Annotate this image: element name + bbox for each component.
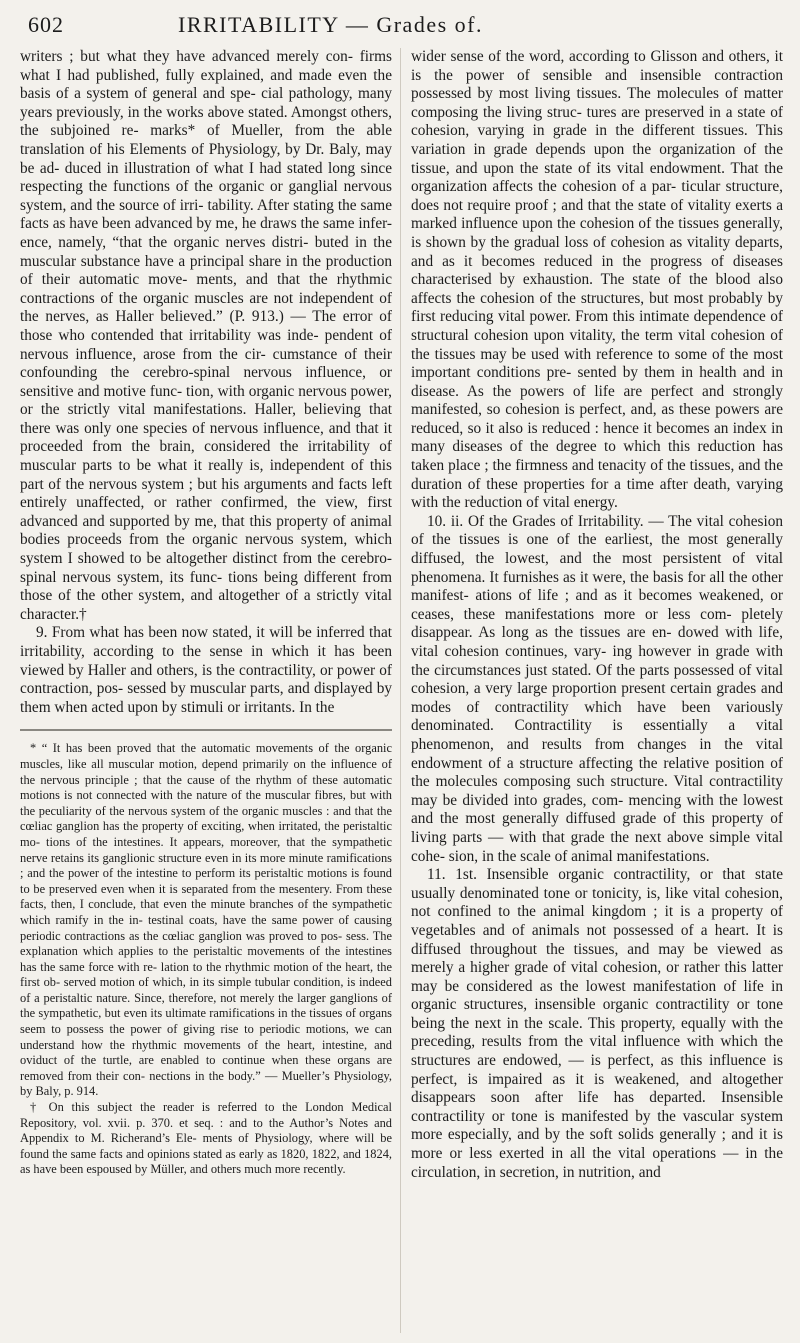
body-paragraph: 10. ii. Of the Grades of Irritability. — The vital cohesion of the tissues is one of the earliest, the most generally diffused, the lowest, and the most persistent of vital phenomena. It furnishes as it were, the basis for all the other manifest- ations of life ; and as it becomes weakened, or ceases, these manifestations more or less com- pletely disappear. As long as the tissues are en- dowed with life, vital cohesion continues, vary- ing however in grade with the circumstances just stated. Of the parts possessed of vital cohesion, a very large proportion present certain grades and modes of contractility which have been variously denominated. Contractility is essentially a vital phenomenon, and results from changes in the vital endowment of a structure affecting the relative position of the molecules composing such structure. Vital contractility may be divided into grades, com- mencing with the lowest and the most generally diffused grade of this property of living parts — with that grade the next above simple vital cohe- sion, in the scale of animal manifestations. [411, 512, 783, 865]
footnotes [20, 741, 392, 1178]
body-paragraph: wider sense of the word, according to Glisson and others, it is the power of sensible and insensible contraction possessed by most living tissues. The molecules of matter composing the living struc- tures are preserved in a state of cohesion, varying in grade in the different tissues. This variation in grade depends upon the organization of the tissue, and upon the state of its vital endowment. That the organization affects the cohesion of a par- ticular structure, does not require proof ; and that the state of vitality exerts a marked influence upon the cohesion of the tissues generally, is shown by the gradual loss of cohesion as vitality departs, and as it becomes reduced in the progress of diseases characterised by exhaustion. The state of the blood also affects the cohesion of the structures, but most probably by first reducing vital power. From this intimate dependence of structural cohesion upon vitality, the term vital cohesion of the tissues may be used with reference to some of the most important conditions pre- sented by them in health and in disease. As the powers of life are perfect and strongly manifested, so cohesion is perfect, and, as these powers are reduced, so it also is reduced : hence it becomes an index in many diseases of the degree to which this reduction has taken place ; the firmness and tenacity of the tissues, and the duration of these properties for a time after death, varying with the reduction of vital energy. [411, 48, 783, 512]
body-paragraph: 9. From what has been now stated, it will be inferred that irritability, according to the sense in which it has been viewed by Haller and others, is the contractility, or power of contraction, pos- sessed by muscular parts, and displayed by them when acted upon by stimuli or irritants. In the [20, 624, 392, 716]
page-number: 602 [28, 12, 64, 37]
right-column [411, 48, 783, 1182]
body-paragraph: writers ; but what they have advanced merely con- firms what I had published, fully explained, and made even the basis of a system of general and spe- cial pathology, many years previously, in the works above stated. Amongst others, the subjoined re- marks* of Mueller, from the able translation of his Elements of Physiology, by Dr. Baly, may be ad- duced in illustration of what I had stated long since respecting the functions of the organic or ganglial nervous system, and the source of irri- tability. After stating the same facts as have been advanced by me, he draws the same infer- ence, namely, “that the organic nerves distri- buted in the muscular substance have a principal share in the production of their automatic move- ments, and that the rhythmic contractions of the organic muscles are not independent of the nerves, as Haller believed.” (P. 913.) — The error of those who contended that irritability was inde- pendent of nervous influence, arose from the cir- cumstance of their confounding the cerebro-spinal nervous influence, or sensitive and motive func- tion, with organic nervous power, or the strictly vital manifestations. Haller, believing that there was only one species of nervous influence, and that it proceeded from the brain, considered the irritability of muscular parts to be what it really is, independent of this part of the nervous system ; but his arguments and facts left entirely unaffected, or rather confirmed, the view, first advanced and supported by me, that this property of animal bodies proceeds from the organic nervous system, which system I showed to be altogether distinct from the cerebro-spinal nervous system, its func- tions being different from those of the other system, and altogether of a strictly vital character.† [20, 48, 392, 623]
body-paragraph: 11. 1st. Insensible organic contractility, or that state usually denominated tone or tonicity, is, like vital cohesion, not confined to the animal kingdom ; it is a property of vegetables and of animals not possessed of a heart. It is diffused throughout the tissues, and may be viewed as merely a higher grade of vital cohesion, or rather this latter may be considered as the lowest manifestation of life in organic structures, insensible organic contractility or tone being the next in the scale. This property, equally with the preceding, results from the vital influence with which the structures are endowed, — is perfect, as this influence is perfect, is impaired as it is weakened, and altogether disappears soon after life has departed. Insensible contractility or tone is manifested by the vascular system more especially, and by the soft solids generally ; and it is more or less exerted in all the vital operations — in the circulation, in secretion, in nutrition, and [411, 866, 783, 1181]
footnote-divider [20, 729, 392, 731]
running-title: IRRITABILITY — Grades of. [178, 12, 483, 37]
column-divider [400, 48, 401, 1333]
left-column [20, 48, 392, 1178]
footnote: * “ It has been proved that the automatic movements of the organic muscles, like all muscular motion, depend primarily on the influence of the nervous principle ; that the cause of the rhythm of these automatic motions is not connected with the nature of the muscular fibres, but with the peculiarity of the nervous system of the organic muscles : and that the cœliac ganglion has the property of exciting, when irritated, the peristaltic mo- tions of the intestines. It appears, moreover, that the sympathetic nerve retains its ganglionic structure even in its more minute ramifications ; and the power of the intestine to perform its peristaltic motions is found to be preserved even when it is separated from the mesentery. From these facts, then, I conclude, that even the minute branches of the sympathetic which ramify in the in- testinal coats, have the same power of causing periodic contractions as the cœliac ganglion was proved to pos- sess. The explanation which applies to the peristaltic movements of the intestines has the same force with re- lation to the rhythmic motion of the heart, the first ob- served motion of which, in its simple tubular condition, is indeed of a peristaltic nature. Since, therefore, not merely the larger ganglions of the sympathetic, but even its ultimate ramifications in the tissues of organs seem to possess the power of giving rise to periodic motions, we can understand how the rhythmic movements of the heart, intestine, and oviduct of the turtle, are enabled to continue when these organs are removed from their con- nections in the body.” — Mueller’s Physiology, by Baly, p. 914. [20, 741, 392, 1099]
page-header [28, 8, 780, 42]
footnote: † On this subject the reader is referred to the London Medical Repository, vol. xvii. p. 370. et seq. : and to the Author’s Notes and Appendix to M. Richerand’s Ele- ments of Physiology, where will be found the same facts and opinions stated as early as 1820, 1822, and 1824, as have been espoused by Müller, and others much more recently. [20, 1100, 392, 1177]
